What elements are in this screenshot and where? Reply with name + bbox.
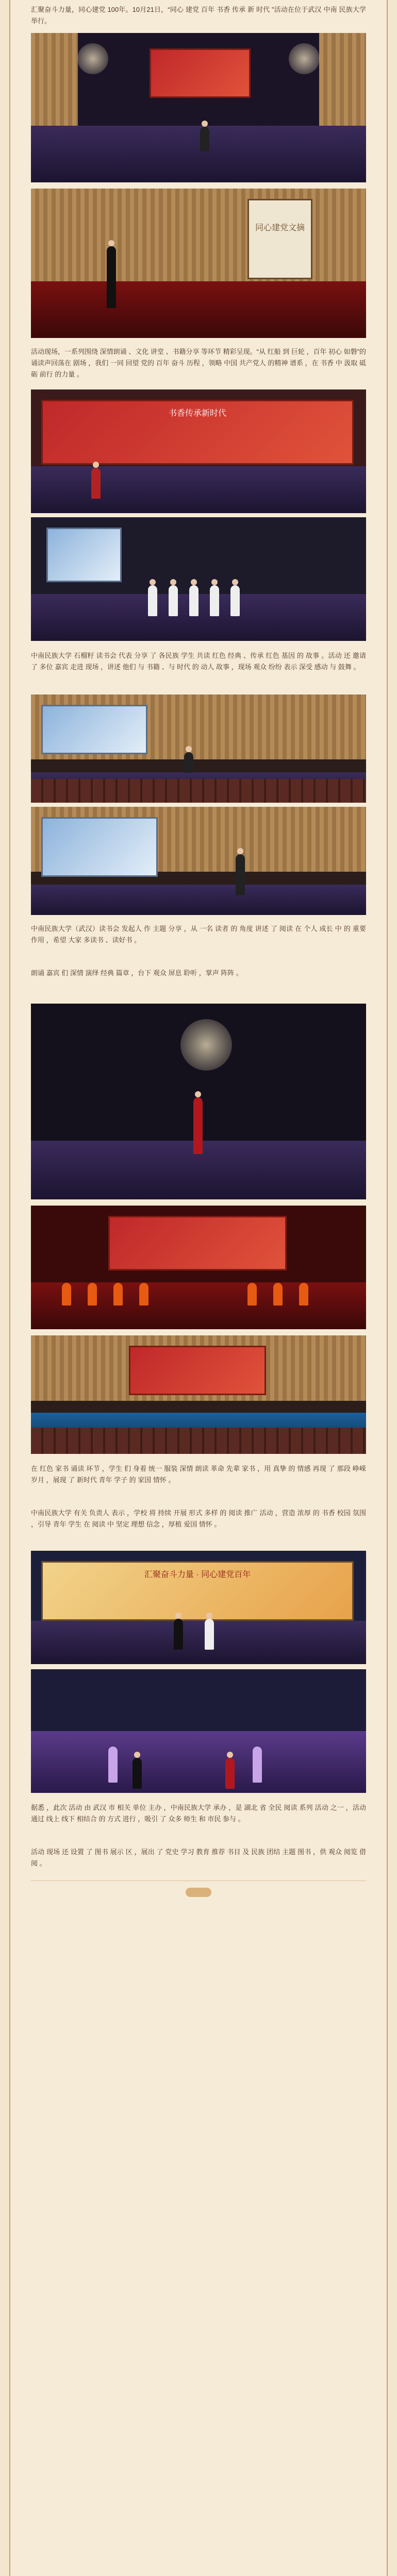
paragraph-7: 中南民族大学 有关 负责人 表示 ，学校 将 持续 开展 形式 多样 的 阅读 推广 活动 ，营造 浓厚 的 书香 校园 氛围 ，引导 青年 学生 在 阅读 中 坚定 理想 信念 ，厚植 爱国 情怀 。 (31, 1509, 366, 1528)
paragraph-3: 中南民族大学 石榴籽 读书会 代表 分享 了 各民族 学生 共读 红色 经典 、传承 红色 基因 的 故事 。活动 还 邀请 了 多位 嘉宾 走进 现场 ，讲述 他们 与 书籍 、与 时代 的 动人 故事 ，现场 观众 纷纷 表示 深受 感动 与 鼓舞 。 (31, 652, 366, 671)
photo-choir[interactable] (31, 1669, 366, 1793)
divider (31, 1880, 366, 1881)
end-mark (186, 1888, 211, 1897)
photo-speaker-slide[interactable] (31, 807, 366, 915)
photo-hall-slide[interactable] (31, 694, 366, 803)
paragraph-6: 在 红色 家书 诵读 环节 ，学生 们 身着 统一 服装 深情 朗读 革命 先辈 家书 ，用 真挚 的 情感 再现 了 那段 峥嵘 岁月 ，展现 了 新时代 青年 学子 的 家国 情怀 。 (31, 1465, 366, 1484)
paragraph-9: 活动 现场 还 设置 了 图书 展示 区 ，展出 了 党史 学习 教育 推荐 书目 及 民族 团结 主题 图书 ，供 观众 阅览 借阅 。 (31, 1848, 366, 1867)
photo-speaker-board[interactable] (31, 189, 366, 338)
photo-red-speaker[interactable] (31, 1004, 366, 1199)
photo-students-group[interactable] (31, 517, 366, 641)
paragraph-4: 中南民族大学（武汉）读书会 发起人 作 主题 分享 ，从 一名 读者 的 角度 讲述 了 阅读 在 个人 成长 中 的 重要 作用 ，希望 大家 多读书 、读好书 。 (31, 925, 366, 944)
photo-banner-hosts[interactable] (31, 1551, 366, 1664)
paragraph-intro: 汇聚奋斗力量，同心建党 100年。10月21日，“同心 建党 百年 书香 传承 新 时代 ”活动在位于武汉 中南 民族大学举行。 (31, 6, 366, 25)
photo-hall-audience[interactable] (31, 1335, 366, 1454)
banner-text-2: 汇聚奋斗力量 · 同心建党百年 (144, 1570, 251, 1579)
photo-screen-speaker[interactable] (31, 389, 366, 513)
paragraph-5: 朗诵 嘉宾 们 深情 演绎 经典 篇章 ，台下 观众 屏息 聆听 ，掌声 阵阵 。 (31, 969, 243, 977)
photo-stage-host[interactable] (31, 33, 366, 182)
photo-red-stage-group[interactable] (31, 1206, 366, 1329)
banner-text: 书香传承新时代 (168, 409, 226, 418)
board-title: 同心建党文摘 (255, 224, 305, 232)
paragraph-2: 活动现场，一系列围绕 深情朗诵 、文化 讲堂 、书籍分享 等环节 精彩呈现。“从 红船 到 巨轮 ，百年 初心 如磐”的诵读声回荡在 剧场 ，我们 一同 回望 党的 百年 奋斗 历程 ，领略 中国 共产党人 的精神 谱系 ，在 书香 中 汲取 砥砺 前行 的力量 。 (31, 348, 367, 378)
paragraph-8: 据悉 ，此次 活动 由 武汉 市 相关 单位 主办 ，中南民族大学 承办 ，是 湖北 省 全民 阅读 系列 活动 之一 ，活动 通过 线上 线下 相结合 的 方式 进行 ，吸引 了 众多 师生 和 市民 参与 。 (31, 1804, 366, 1823)
